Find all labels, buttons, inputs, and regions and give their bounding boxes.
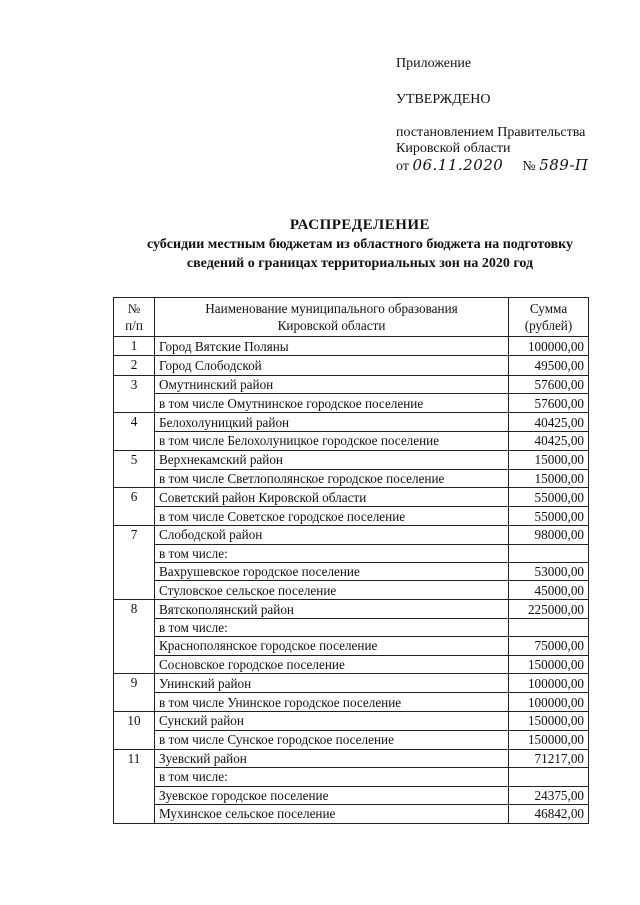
- row-sum: 15000,00: [509, 450, 589, 469]
- row-sum: 100000,00: [509, 674, 589, 693]
- row-name: Унинский район: [155, 674, 509, 693]
- row-number: 2: [114, 356, 155, 375]
- row-name: Зуевское городское поселение: [155, 786, 509, 804]
- table-row: [114, 655, 589, 674]
- row-sum: [509, 768, 589, 786]
- row-name: в том числе:: [155, 768, 509, 786]
- row-sum: 100000,00: [509, 693, 589, 712]
- approval-date-number: [396, 157, 588, 175]
- row-number: 9: [114, 674, 155, 693]
- row-sum: [509, 544, 589, 562]
- row-sum: 40425,00: [509, 413, 589, 432]
- header-sum-line-1: Сумма: [529, 301, 568, 316]
- table-row: [114, 450, 589, 469]
- row-number: 6: [114, 488, 155, 507]
- row-name: Зуевский район: [155, 749, 509, 768]
- row-number: [114, 431, 155, 450]
- header-sum: [509, 298, 589, 337]
- row-name: в том числе Сунское городское поселение: [155, 730, 509, 749]
- row-name: Сунский район: [155, 711, 509, 730]
- row-sum: 98000,00: [509, 525, 589, 544]
- header-number-line-1: №: [127, 301, 141, 316]
- table-row: [114, 581, 589, 600]
- row-sum: 46842,00: [509, 804, 589, 823]
- header-name-line-2: Кировской области: [277, 318, 386, 333]
- row-sum: 55000,00: [509, 488, 589, 507]
- row-number: [114, 507, 155, 526]
- row-sum: 225000,00: [509, 600, 589, 619]
- handwritten-number: 589-П: [539, 156, 589, 174]
- row-number: [114, 637, 155, 655]
- row-number: 1: [114, 337, 155, 356]
- table-row: [114, 507, 589, 526]
- row-name: Вятскополянский район: [155, 600, 509, 619]
- row-sum: 75000,00: [509, 637, 589, 655]
- row-name: Город Вятские Поляны: [155, 337, 509, 356]
- row-sum: 55000,00: [509, 507, 589, 526]
- row-sum: 100000,00: [509, 337, 589, 356]
- row-sum: 150000,00: [509, 730, 589, 749]
- row-number: 8: [114, 600, 155, 619]
- row-name: в том числе Белохолуницкое городское поселение: [155, 431, 509, 450]
- document-title: [90, 216, 630, 272]
- header-sum-line-2: (рублей): [524, 318, 573, 333]
- table-row: [114, 693, 589, 712]
- row-number: [114, 768, 155, 786]
- row-sum: 150000,00: [509, 711, 589, 730]
- row-name: Белохолуницкий район: [155, 413, 509, 432]
- table-row: [114, 637, 589, 655]
- row-name: Город Слободской: [155, 356, 509, 375]
- row-number: [114, 804, 155, 823]
- table-header-row: [114, 298, 589, 337]
- row-number: [114, 730, 155, 749]
- row-name: Краснополянское городское поселение: [155, 637, 509, 655]
- row-number: 4: [114, 413, 155, 432]
- number-label: №: [522, 159, 536, 174]
- row-number: 7: [114, 525, 155, 544]
- row-name: Стуловское сельское поселение: [155, 581, 509, 600]
- table-row: [114, 674, 589, 693]
- table-row: [114, 730, 589, 749]
- table-row: [114, 544, 589, 562]
- header-number: [114, 298, 155, 337]
- title-sub-2: сведений о границах территориальных зон на 2020 год: [186, 256, 534, 271]
- from-label: от: [396, 159, 409, 174]
- row-name: Советский район Кировской области: [155, 488, 509, 507]
- row-name: в том числе Унинское городское поселение: [155, 693, 509, 712]
- handwritten-date: 06.11.2020: [412, 156, 504, 174]
- row-name: в том числе Советское городское поселение: [155, 507, 509, 526]
- table-row: [114, 563, 589, 581]
- table-row: [114, 768, 589, 786]
- table-row: [114, 525, 589, 544]
- table-row: [114, 356, 589, 375]
- row-number: [114, 469, 155, 488]
- row-name: в том числе:: [155, 544, 509, 562]
- row-sum: 71217,00: [509, 749, 589, 768]
- row-name: Омутнинский район: [155, 375, 509, 394]
- row-number: [114, 544, 155, 562]
- row-number: [114, 786, 155, 804]
- row-sum: 49500,00: [509, 356, 589, 375]
- header-name: [155, 298, 509, 337]
- title-sub-1: субсидии местным бюджетам из областного бюджета на подготовку: [146, 237, 574, 252]
- row-number: 10: [114, 711, 155, 730]
- row-name: Верхнекамский район: [155, 450, 509, 469]
- row-name: Слободской район: [155, 525, 509, 544]
- row-sum: 24375,00: [509, 786, 589, 804]
- header-number-line-2: п/п: [125, 318, 143, 333]
- row-number: 11: [114, 749, 155, 768]
- row-sum: 57600,00: [509, 394, 589, 413]
- approval-line-1: постановлением Правительства: [396, 125, 586, 140]
- table-row: [114, 375, 589, 394]
- row-number: 3: [114, 375, 155, 394]
- row-number: [114, 655, 155, 674]
- row-sum: [509, 618, 589, 636]
- row-number: [114, 394, 155, 413]
- table-row: [114, 431, 589, 450]
- table-row: [114, 469, 589, 488]
- row-name: в том числе Омутнинское городское поселение: [155, 394, 509, 413]
- title-main: РАСПРЕДЕЛЕНИЕ: [289, 217, 431, 233]
- row-number: 5: [114, 450, 155, 469]
- row-number: [114, 581, 155, 600]
- table-row: [114, 488, 589, 507]
- row-name: Мухинское сельское поселение: [155, 804, 509, 823]
- row-sum: 53000,00: [509, 563, 589, 581]
- table-row: [114, 337, 589, 356]
- row-number: [114, 563, 155, 581]
- approved-label: УТВЕРЖДЕНО: [396, 92, 491, 107]
- table-row: [114, 711, 589, 730]
- row-sum: 40425,00: [509, 431, 589, 450]
- row-sum: 150000,00: [509, 655, 589, 674]
- table-row: [114, 804, 589, 823]
- approval-line-2: Кировской области: [396, 141, 511, 156]
- row-sum: 57600,00: [509, 375, 589, 394]
- table-row: [114, 618, 589, 636]
- row-name: Сосновское городское поселение: [155, 655, 509, 674]
- row-sum: 45000,00: [509, 581, 589, 600]
- row-number: [114, 618, 155, 636]
- row-name: в том числе Светлополянское городское поселение: [155, 469, 509, 488]
- header-name-line-1: Наименование муниципального образования: [205, 301, 458, 316]
- row-name: Вахрушевское городское поселение: [155, 563, 509, 581]
- distribution-table: [113, 297, 589, 824]
- row-name: в том числе:: [155, 618, 509, 636]
- table-row: [114, 786, 589, 804]
- table-row: [114, 749, 589, 768]
- table-row: [114, 413, 589, 432]
- table-row: [114, 394, 589, 413]
- table-row: [114, 600, 589, 619]
- row-number: [114, 693, 155, 712]
- appendix-label: Приложение: [396, 56, 472, 71]
- row-sum: 15000,00: [509, 469, 589, 488]
